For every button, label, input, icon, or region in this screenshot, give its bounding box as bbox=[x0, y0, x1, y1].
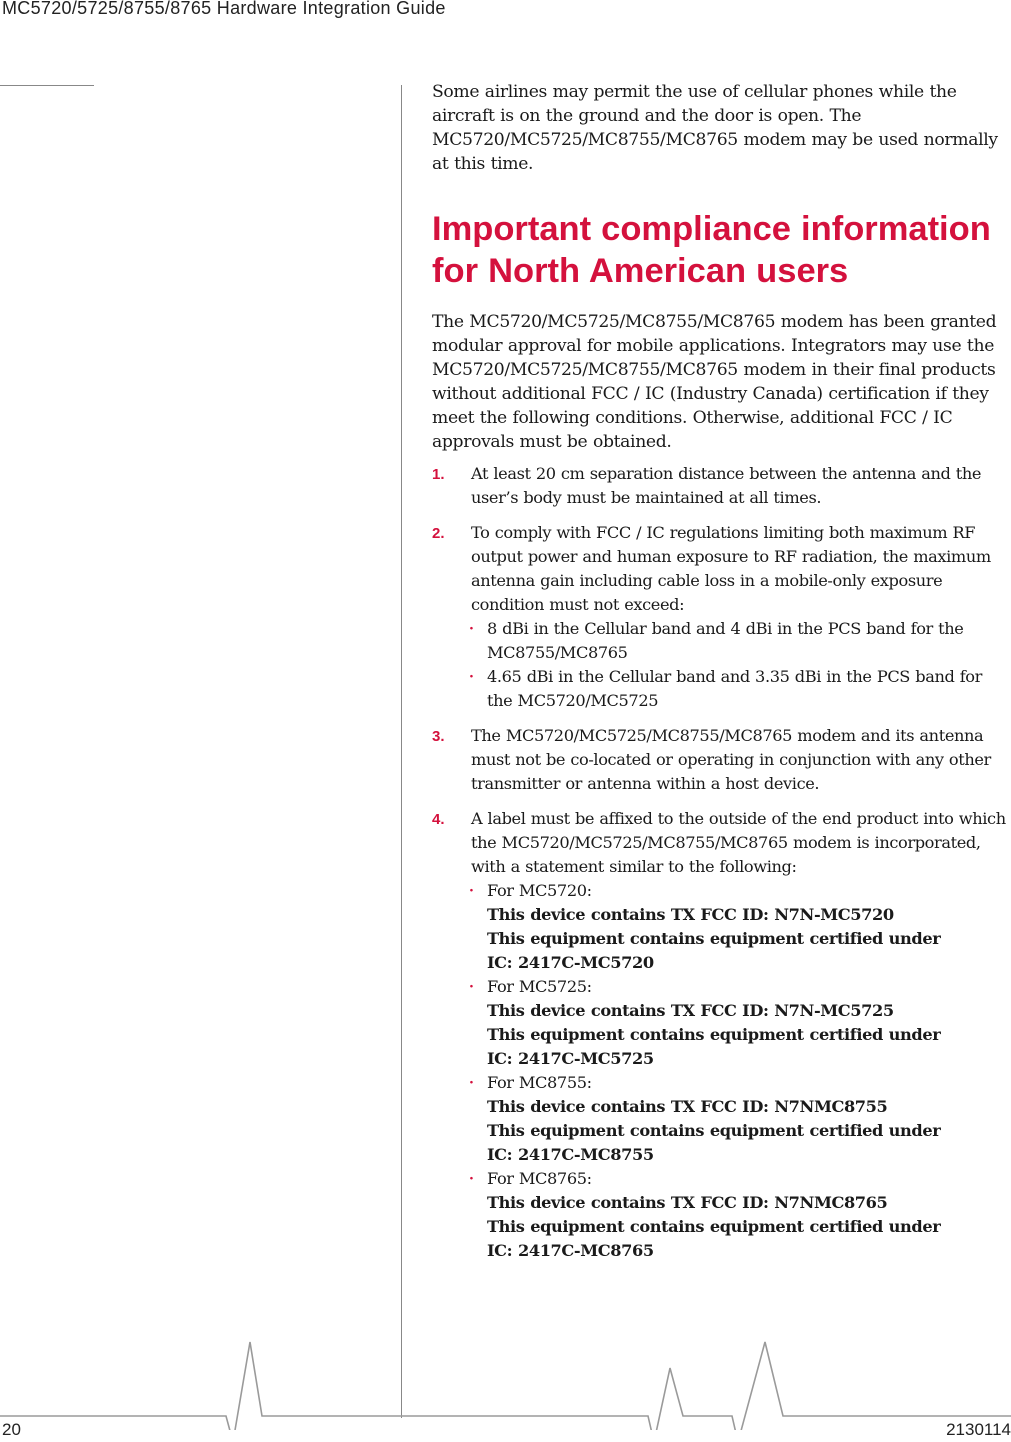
bullet-icon: · bbox=[469, 669, 474, 685]
label-certified-line: This equipment contains equipment certified under bbox=[487, 1025, 941, 1044]
page-number: 20 bbox=[2, 1420, 21, 1439]
list-item bbox=[469, 879, 1010, 975]
label-fcc-line: This device contains TX FCC ID: N7NMC8755 bbox=[487, 1097, 888, 1116]
list-item bbox=[469, 1071, 1010, 1167]
intro-paragraph: Some airlines may permit the use of cellular phones while the aircraft is on the ground and the door is open. The MC5720/MC5725/MC8755/MC8765 modem may be used normally at this time. bbox=[432, 82, 998, 174]
bullet-icon: · bbox=[469, 1171, 474, 1187]
label-fcc-line: This device contains TX FCC ID: N7N-MC5725 bbox=[487, 1001, 894, 1020]
condition-item-4 bbox=[432, 807, 1010, 1263]
bullet-icon: · bbox=[469, 883, 474, 899]
main-content bbox=[432, 80, 1010, 1274]
label-statement-list bbox=[471, 879, 1010, 1263]
section-body: The MC5720/MC5725/MC8755/MC8765 modem has been granted modular approval for mobile applications. Integrators may use the MC5720/MC5725/MC8755/MC8765 modem in their final products without additional FCC / IC (Industry Canada) certification if they meet the following conditions. Otherwise, additional FCC / IC approvals must be obtained. bbox=[432, 312, 997, 452]
bullet-icon: · bbox=[469, 979, 474, 995]
label-ic-line: IC: 2417C-MC8765 bbox=[487, 1241, 654, 1260]
label-ic-line: IC: 2417C-MC5725 bbox=[487, 1049, 654, 1068]
list-item bbox=[469, 1167, 1010, 1263]
condition-text: The MC5720/MC5725/MC8755/MC8765 modem and its antenna must not be co-located or operating in conjunction with any other transmitter or antenna within a host device. bbox=[471, 726, 991, 793]
column-divider bbox=[401, 85, 402, 1418]
bullet-icon: · bbox=[469, 1075, 474, 1091]
footer-rule-graphic bbox=[0, 1330, 1011, 1430]
label-model: For MC8755: bbox=[487, 1073, 592, 1092]
label-certified-line: This equipment contains equipment certified under bbox=[487, 1217, 941, 1236]
bullet-text: 4.65 dBi in the Cellular band and 3.35 dBi in the PCS band for the MC5720/MC5725 bbox=[487, 667, 982, 710]
running-header-title: MC5720/5725/8755/8765 Hardware Integration Guide bbox=[2, 0, 446, 18]
margin-rule bbox=[0, 85, 94, 86]
list-item bbox=[469, 665, 1010, 713]
condition-number: 3. bbox=[432, 728, 445, 745]
list-item bbox=[469, 975, 1010, 1071]
label-certified-line: This equipment contains equipment certified under bbox=[487, 1121, 941, 1140]
label-model: For MC5725: bbox=[487, 977, 592, 996]
condition-item-1 bbox=[432, 462, 1010, 510]
label-fcc-line: This device contains TX FCC ID: N7N-MC5720 bbox=[487, 905, 894, 924]
bullet-icon: · bbox=[469, 621, 474, 637]
label-ic-line: IC: 2417C-MC8755 bbox=[487, 1145, 654, 1164]
conditions-list bbox=[432, 462, 1010, 1263]
document-number: 2130114 bbox=[946, 1420, 1011, 1439]
label-model: For MC8765: bbox=[487, 1169, 592, 1188]
label-ic-line: IC: 2417C-MC5720 bbox=[487, 953, 654, 972]
condition-number: 1. bbox=[432, 466, 445, 483]
condition-number: 4. bbox=[432, 811, 445, 828]
label-model: For MC5720: bbox=[487, 881, 592, 900]
condition-number: 2. bbox=[432, 525, 445, 542]
condition-item-3 bbox=[432, 724, 1010, 796]
condition-text: A label must be affixed to the outside of the end product into which the MC5720/MC5725/MC8755/MC8765 modem is incorporated, with a statement similar to the following: bbox=[471, 809, 1006, 876]
label-certified-line: This equipment contains equipment certified under bbox=[487, 929, 941, 948]
condition-text: At least 20 cm separation distance between the antenna and the user’s body must be maintained at all times. bbox=[471, 464, 982, 507]
antenna-gain-list bbox=[471, 617, 1010, 713]
label-fcc-line: This device contains TX FCC ID: N7NMC8765 bbox=[487, 1193, 888, 1212]
section-heading: Important compliance information for North American users bbox=[432, 210, 991, 290]
list-item bbox=[469, 617, 1010, 665]
bullet-text: 8 dBi in the Cellular band and 4 dBi in the PCS band for the MC8755/MC8765 bbox=[487, 619, 964, 662]
condition-item-2 bbox=[432, 521, 1010, 713]
condition-text: To comply with FCC / IC regulations limiting both maximum RF output power and human exposure to RF radiation, the maximum antenna gain including cable loss in a mobile-only exposure condition must not exceed: bbox=[471, 523, 991, 614]
